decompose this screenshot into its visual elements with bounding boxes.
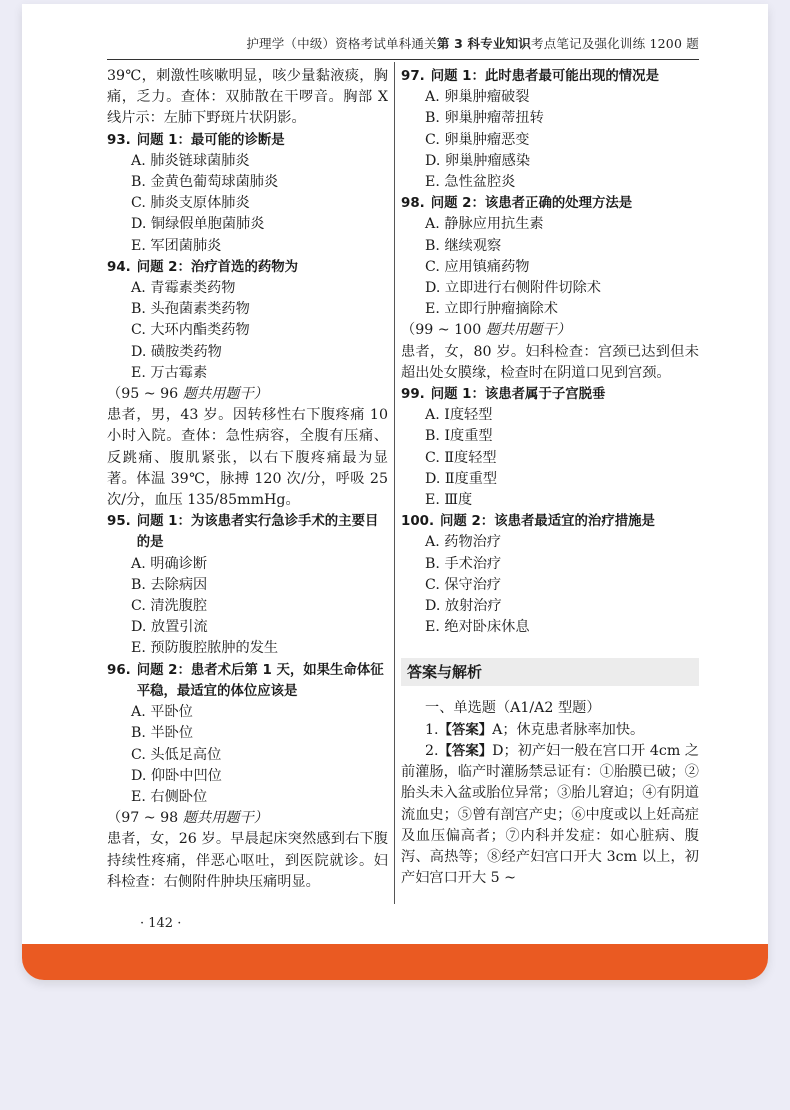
question-number: 94. bbox=[107, 259, 131, 275]
option-a: A. 平卧位 bbox=[131, 704, 193, 721]
option-b: B. 继续观察 bbox=[425, 237, 502, 254]
column-divider bbox=[394, 62, 395, 904]
answer-text: A；休克患者脉率加快。 bbox=[492, 721, 645, 738]
note-range: （95 ~ 96 bbox=[107, 386, 179, 403]
answers-section-heading: 答案与解析 bbox=[401, 658, 699, 686]
option-c: C. 清洗腹腔 bbox=[131, 598, 208, 615]
answers-subheading: 一、单选题（A1/A2 型题） bbox=[425, 700, 601, 717]
option-e: E. 立即行肿瘤摘除术 bbox=[425, 301, 558, 318]
option-a: A. Ⅰ度轻型 bbox=[425, 407, 493, 424]
question-number: 97. bbox=[401, 69, 425, 84]
option-c: C. 保守治疗 bbox=[425, 576, 502, 593]
option-b: B. 去除病因 bbox=[131, 576, 208, 593]
option-d: D. 立即进行右侧附件切除术 bbox=[425, 280, 601, 297]
running-header bbox=[107, 34, 699, 52]
option-b: B. 卵巢肿瘤蒂扭转 bbox=[425, 110, 544, 127]
option-c: C. 应用镇痛药物 bbox=[425, 258, 530, 275]
question-93 bbox=[107, 130, 388, 151]
header-rule bbox=[107, 59, 699, 60]
option-e: E. Ⅲ度 bbox=[425, 492, 473, 509]
answer-1 bbox=[401, 720, 699, 741]
question-95 bbox=[107, 511, 388, 553]
option-e: E. 预防腹腔脓肿的发生 bbox=[131, 640, 279, 657]
note-label: 题共用题干） bbox=[178, 810, 268, 827]
note-range: （99 ~ 100 bbox=[401, 322, 482, 339]
option-d: D. 卵巢肿瘤感染 bbox=[425, 152, 531, 169]
option-c: C. 头低足高位 bbox=[131, 746, 222, 763]
option-d: D. 磺胺类药物 bbox=[131, 343, 222, 360]
question-96 bbox=[107, 660, 388, 702]
question-text: 问题 1：此时患者最可能出现的情况是 bbox=[430, 69, 659, 84]
option-b: B. 半卧位 bbox=[131, 725, 194, 742]
header-bold: 第 3 科专业知识 bbox=[436, 36, 532, 51]
case-stem-97-98: 患者，女，26 岁。早晨起床突然感到右下腹持续性疼痛，伴恶心呕吐，到医院就诊。妇科检查：右侧附件肿块压痛明显。 bbox=[107, 831, 388, 890]
option-e: E. 急性盆腔炎 bbox=[425, 174, 516, 191]
answer-number: 1. bbox=[425, 721, 439, 738]
question-number: 95. bbox=[107, 514, 131, 530]
question-number: 100. bbox=[401, 514, 435, 530]
option-b: B. 手术治疗 bbox=[425, 555, 502, 572]
option-a: A. 静脉应用抗生素 bbox=[425, 216, 544, 233]
question-text: 问题 2：该患者最适宜的治疗措施是 bbox=[440, 514, 655, 530]
note-range: （97 ~ 98 bbox=[107, 810, 179, 827]
case-stem-95-96: 患者，男，43 岁。因转移性右下腹疼痛 10 小时入院。查体：急性病容，全腹有压痛、反跳痛、腹肌紧张，以右下腹疼痛最为显著。体温 39℃，脉搏 120 次/分，呼吸 25 次/分，血压 135/85mmHg。 bbox=[107, 407, 388, 509]
question-text: 问题 1：最可能的诊断是 bbox=[136, 132, 285, 148]
question-number: 93. bbox=[107, 132, 131, 148]
option-c: C. 肺炎支原体肺炎 bbox=[131, 195, 250, 212]
option-e: E. 军团菌肺炎 bbox=[131, 237, 222, 254]
shared-stem-note-97-98 bbox=[107, 808, 388, 829]
question-98 bbox=[401, 193, 699, 214]
option-d: D. 仰卧中凹位 bbox=[131, 767, 222, 784]
option-d: D. 放置引流 bbox=[131, 619, 208, 636]
question-text: 问题 2：患者术后第 1 天，如果生命体征平稳，最适宜的体位应该是 bbox=[136, 662, 384, 699]
shared-stem-note-95-96 bbox=[107, 384, 388, 405]
header-suffix: 考点笔记及强化训练 1200 题 bbox=[531, 36, 699, 51]
shared-stem-note-99-100 bbox=[401, 320, 699, 341]
case-continuation: 39℃，刺激性咳嗽明显，咳少量黏液痰，胸痛，乏力。查体：双肺散在干啰音。胸部 X 线片示：左肺下野斑片状阴影。 bbox=[107, 68, 388, 127]
option-b: B. 金黄色葡萄球菌肺炎 bbox=[131, 174, 279, 191]
question-number: 96. bbox=[107, 662, 131, 678]
option-e: E. 绝对卧床休息 bbox=[425, 619, 530, 636]
page-number: · 142 · bbox=[140, 916, 182, 931]
left-column bbox=[107, 66, 388, 893]
question-text: 问题 1：为该患者实行急诊手术的主要目的是 bbox=[136, 514, 379, 551]
option-e: E. 右侧卧位 bbox=[131, 788, 208, 805]
question-99 bbox=[401, 384, 699, 405]
option-b: B. Ⅰ度重型 bbox=[425, 428, 493, 445]
book-page bbox=[22, 4, 768, 980]
option-a: A. 肺炎链球菌肺炎 bbox=[131, 152, 250, 169]
option-a: A. 卵巢肿瘤破裂 bbox=[425, 89, 530, 106]
option-d: D. Ⅱ度重型 bbox=[425, 470, 498, 487]
answer-text: D；初产妇一般在宫口开 4cm 之前灌肠，临产时灌肠禁忌证有：①胎膜已破；②胎头未入盆或胎位异常；③胎儿窘迫；④有阴道流血史；⑤曾有剖宫产史；⑥中度或以上妊高症及血压偏高者；⑦内科并发症：如心脏病、腹泻、高热等；⑧经产妇宫口开大 3cm 以上，初产妇宫口开大 5 ~ bbox=[401, 742, 699, 887]
option-a: A. 明确诊断 bbox=[131, 555, 208, 572]
question-text: 问题 2：该患者正确的处理方法是 bbox=[430, 196, 633, 212]
question-number: 99. bbox=[401, 387, 425, 403]
option-c: C. 卵巢肿瘤恶变 bbox=[425, 131, 530, 148]
note-label: 题共用题干） bbox=[178, 386, 268, 403]
footer-orange-band bbox=[22, 944, 768, 980]
right-column bbox=[401, 66, 699, 889]
header-prefix: 护理学（中级）资格考试单科通关 bbox=[246, 36, 437, 51]
option-d: D. 铜绿假单胞菌肺炎 bbox=[131, 216, 265, 233]
answer-tag: 【答案】 bbox=[438, 722, 493, 738]
case-stem-99-100: 患者，女，80 岁。妇科检查：宫颈已达到但未超出处女膜缘，检查时在阴道口见到宫颈。 bbox=[401, 343, 699, 381]
option-d: D. 放射治疗 bbox=[425, 598, 502, 615]
option-c: C. Ⅱ度轻型 bbox=[425, 449, 497, 466]
question-text: 问题 2：治疗首选的药物为 bbox=[136, 259, 299, 275]
question-number: 98. bbox=[401, 196, 425, 212]
question-100 bbox=[401, 511, 699, 532]
answer-tag: 【答案】 bbox=[438, 743, 493, 759]
question-text: 问题 1：该患者属于子宫脱垂 bbox=[430, 387, 606, 403]
option-c: C. 大环内酯类药物 bbox=[131, 322, 250, 339]
option-a: A. 青霉素类药物 bbox=[131, 280, 236, 297]
answer-2 bbox=[401, 741, 699, 889]
option-a: A. 药物治疗 bbox=[425, 534, 502, 551]
question-97 bbox=[401, 66, 699, 87]
note-label: 题共用题干） bbox=[481, 322, 571, 339]
answer-number: 2. bbox=[425, 742, 439, 759]
option-b: B. 头孢菌素类药物 bbox=[131, 301, 250, 318]
option-e: E. 万古霉素 bbox=[131, 364, 208, 381]
question-94 bbox=[107, 257, 388, 278]
